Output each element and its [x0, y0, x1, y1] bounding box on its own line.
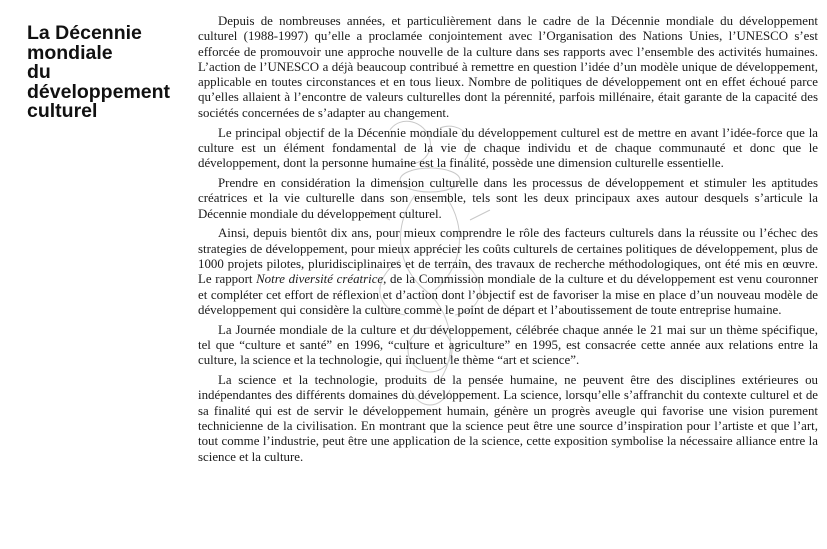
- paragraph: Le principal objectif de la Décennie mondiale du développement culturel est de mettre en avant l’idée-force que la culture est un élément fondamental de la vie de chaque individu et de chaque communauté et donc que le développement, dont la personne humaine est la finalité, possède une dimension culturelle essentielle.: [198, 125, 818, 171]
- paragraph: La Journée mondiale de la culture et du développement, célébrée chaque année le 21 mai sur un thème spécifique, tel que “culture et santé” en 1996, “culture et agriculture” en 1995, est consacrée cette année aux relations entre la culture, la science et la technologie, qui incluent le thème “art et science”.: [198, 322, 818, 368]
- paragraph: La science et la technologie, produits de la pensée humaine, ne peuvent être des disciplines extérieures ou indépendantes des différents domaines du développement. La science, lorsqu’elle s’affranchit du contexte culturel et de sa finalité qui est de servir le développement humain, génère un progrès aveugle qui favorise une vision purement technicienne de la civilisation. En montrant que la science peut être une source d’inspiration pour l’artiste et que l’art, tout comme l’industrie, peut être une application de la science, cette exposition symbolise la nécessaire alliance entre la science et la culture.: [198, 373, 818, 464]
- page-title: [27, 24, 187, 122]
- article-body: [198, 14, 818, 469]
- title-line: du: [27, 61, 51, 84]
- title-line: mondiale: [27, 41, 113, 64]
- title-line: développement: [27, 80, 171, 103]
- paragraph: [198, 226, 818, 318]
- paragraph-text: Ainsi, depuis bientôt dix ans, pour mieux comprendre le rôle des facteurs culturels dans la réussite ou l’échec des strategies de développement, pour mieux apprécier les coûts culturels de certaines politiques de développement, plus de 1000 projets pilotes, pluridisciplinaires et de terrain, des travaux de recherche méthodologiques, ont été mis en œuvre. Le rapport: [198, 226, 818, 287]
- paragraph: Prendre en considération la dimension culturelle dans les processus de développement et stimuler les aptitudes créatrices et la vie culturelle dans son ensemble, tels sont les deux principaux axes autour desquels s’articule la Décennie mondiale du développement culturel.: [198, 175, 818, 221]
- paragraph: Depuis de nombreuses années, et particulièrement dans le cadre de la Décennie mondiale du développement culturel (1988-1997) qu’elle a proclamée conjointement avec l’Organisation des Nations Unies, l’UNESCO s’est efforcée de promouvoir une approche nouvelle de la culture dans ses rapports avec l’ensemble des activités humaines. L’action de l’UNESCO a déjà beaucoup contribué à remettre en question l’idée d’un modèle unique de développement, applicable en toutes circonstances et en tous lieux. Nombre de politiques de développement ont en effet échoué parce qu’elles allaient à l’encontre de valeurs culturelles dont la pérennité, parfois millénaire, était garante de la capacité des sociétés concernées de s’adapter au changement.: [198, 14, 818, 120]
- title-line: culturel: [27, 100, 98, 123]
- paragraph-text: , de la Commission mondiale de la culture et du développement est venu couronner et compléter cet effort de réflexion et d’action dont l’objectif est de favoriser la mise en place d’un nouveau modèle de développement qui considère la culture comme le point de départ et l’aboutissement de toute entreprise humaine.: [198, 272, 818, 317]
- title-line: La Décennie: [27, 22, 142, 44]
- report-title: Notre diversité créatrice: [256, 272, 384, 287]
